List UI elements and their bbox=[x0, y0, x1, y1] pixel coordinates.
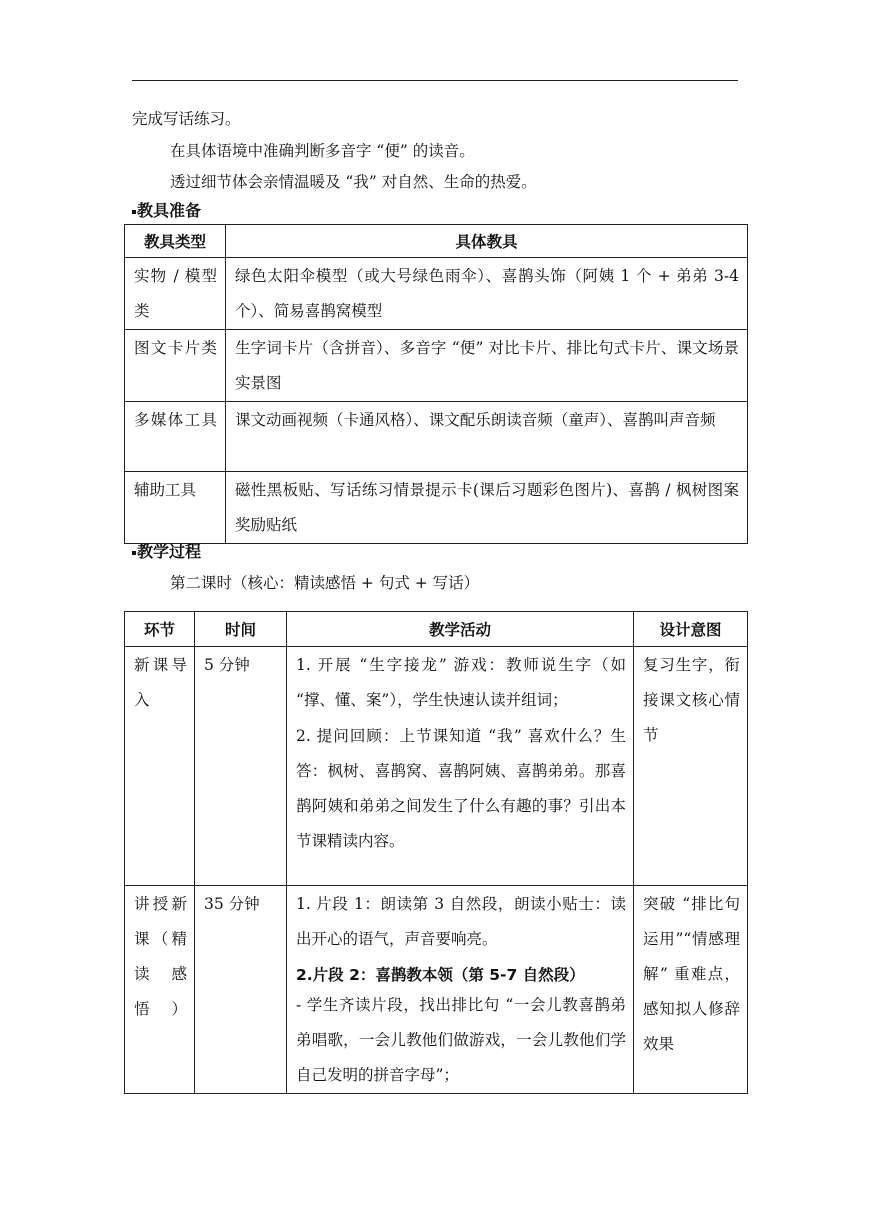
process-table bbox=[124, 611, 748, 1094]
activity-item: 2. 提问回顾：上节课知道 “我” 喜欢什么？生答：枫树、喜鹊窝、喜鹊阿姨、喜鹊弟弟。那喜鹊阿姨和弟弟之间发生了什么有趣的事？引出本节课精读内容。 bbox=[296, 727, 626, 850]
stage-time: 35 分钟 bbox=[204, 895, 260, 913]
header-rule bbox=[132, 80, 738, 81]
tool-items: 课文动画视频（卡通风格）、课文配乐朗读音频（童声）、喜鹊叫声音频 bbox=[235, 411, 716, 429]
stage-intent: 复习生字，衔接课文核心情节 bbox=[643, 656, 740, 744]
process-header-row bbox=[125, 612, 748, 647]
process-header-stage: 环节 bbox=[125, 612, 195, 647]
activity-item: 1. 片段 1：朗读第 3 自然段，朗读小贴士：读出开心的语气，声音要响亮。 bbox=[296, 895, 626, 948]
process-header-intent: 设计意图 bbox=[634, 612, 748, 647]
bullet-square-icon bbox=[132, 210, 136, 214]
stage-time: 5 分钟 bbox=[204, 656, 250, 674]
tool-type: 辅助工具 bbox=[134, 481, 197, 499]
tools-table bbox=[124, 224, 748, 544]
tool-items: 磁性黑板贴、写话练习情景提示卡(课后习题彩色图片)、喜鹊 / 枫树图案奖励贴纸 bbox=[235, 481, 739, 534]
tools-header-row bbox=[125, 225, 748, 258]
activity-subheading: 2.片段 2：喜鹊教本领（第 5-7 自然段） bbox=[296, 966, 585, 984]
process-header-time: 时间 bbox=[195, 612, 287, 647]
table-row bbox=[125, 647, 748, 886]
stage-intent: 突破 “排比句运用”“情感理解” 重难点，感知拟人修辞效果 bbox=[643, 895, 740, 1053]
section-heading-process: 教学过程 bbox=[132, 542, 201, 562]
process-header-activities: 教学活动 bbox=[287, 612, 634, 647]
activity-item: 1. 开展 “生字接龙” 游戏：教师说生字（如 “撑、懂、案”），学生快速认读并组词； bbox=[296, 656, 626, 709]
tool-type: 多媒体工具 bbox=[134, 411, 217, 429]
tools-header-items: 具体教具 bbox=[226, 225, 748, 258]
table-row bbox=[125, 330, 748, 402]
activity-item: - 学生齐读片段，找出排比句 “一会儿教喜鹊弟弟唱歌，一会儿教他们做游戏，一会儿教他们学自己发明的拼音字母”； bbox=[296, 996, 626, 1084]
bullet-square-icon bbox=[132, 551, 136, 555]
tool-type: 实物 / 模型类 bbox=[134, 267, 217, 320]
intro-line-1: 完成写话练习。 bbox=[132, 110, 241, 128]
section-heading-tools: 教具准备 bbox=[132, 201, 201, 221]
table-row bbox=[125, 402, 748, 472]
stage-name: 讲授新课（精读感悟） bbox=[134, 895, 187, 1018]
table-row bbox=[125, 258, 748, 330]
tools-header-type: 教具类型 bbox=[125, 225, 226, 258]
tool-items: 生字词卡片（含拼音）、多音字 “便” 对比卡片、排比句式卡片、课文场景实景图 bbox=[235, 339, 739, 392]
table-row bbox=[125, 886, 748, 1094]
intro-line-3: 透过细节体会亲情温暖及 “我” 对自然、生命的热爱。 bbox=[170, 173, 537, 191]
table-row bbox=[125, 472, 748, 544]
process-subtitle: 第二课时（核心：精读感悟 + 句式 + 写话） bbox=[170, 574, 480, 592]
intro-line-2: 在具体语境中准确判断多音字 “便” 的读音。 bbox=[170, 142, 475, 160]
tool-type: 图文卡片类 bbox=[134, 339, 217, 357]
tool-items: 绿色太阳伞模型（或大号绿色雨伞）、喜鹊头饰（阿姨 1 个 + 弟弟 3-4 个）、简易喜鹊窝模型 bbox=[235, 267, 739, 320]
stage-name: 新课导入 bbox=[134, 656, 187, 709]
